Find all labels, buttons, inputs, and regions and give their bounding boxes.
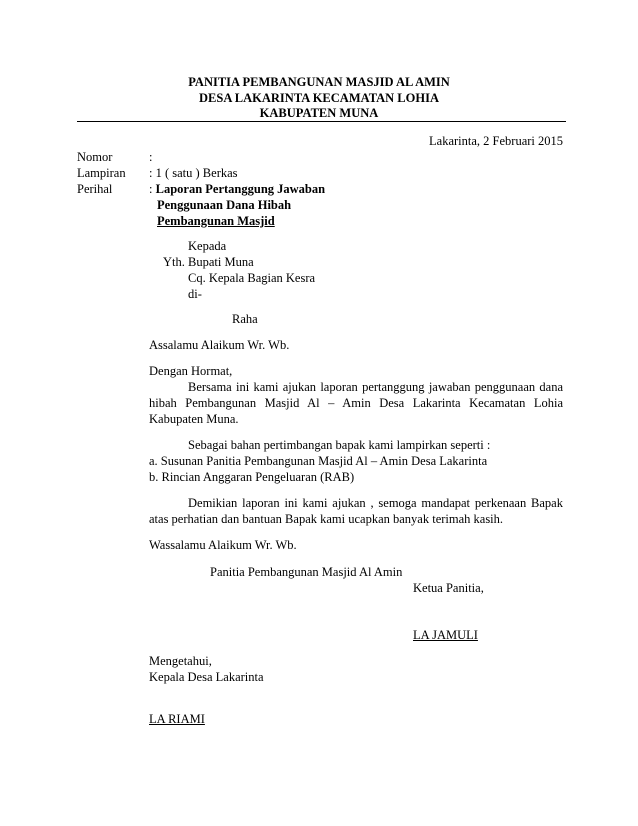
attachment-item-b: b. Rincian Anggaran Pengeluaran (RAB) [149, 470, 355, 484]
paragraph-2: Sebagai bahan pertimbangan bapak kami lampirkan seperti : [188, 438, 491, 452]
attachment-item-a: a. Susunan Panitia Pembangunan Masjid Al – Amin Desa Lakarinta [149, 454, 488, 468]
perihal-line-1: Laporan Pertanggung Jawaban [155, 182, 326, 196]
nomor-label: Nomor [77, 150, 113, 164]
approval-name: LA RIAMI [149, 712, 205, 726]
salam: Assalamu Alaikum Wr. Wb. [149, 338, 290, 352]
paragraph-1-line-3: Kabupaten Muna. [149, 412, 239, 426]
perihal-line-2: Penggunaan Dana Hibah [157, 198, 292, 212]
recipient-di: di- [188, 287, 202, 301]
perihal-colon: : [149, 182, 156, 196]
nomor-value: : [149, 150, 153, 164]
signature-role: Ketua Panitia, [413, 581, 484, 595]
letter-date: Lakarinta, 2 Februari 2015 [429, 134, 563, 148]
perihal-value [149, 181, 325, 197]
letterhead-line-1: PANITIA PEMBANGUNAN MASJID AL AMIN [188, 75, 450, 89]
paragraph-3-line-2: atas perhatian dan bantuan Bapak kami ucapkan banyak terimah kasih. [149, 512, 504, 526]
signature-committee: Panitia Pembangunan Masjid Al Amin [210, 565, 403, 579]
paragraph-1-line-1: Bersama ini kami ajukan laporan pertanggung jawaban penggunaan dana [188, 380, 563, 394]
perihal-label: Perihal [77, 182, 113, 196]
letterhead-divider [77, 121, 566, 122]
lampiran-value: : 1 ( satu ) Berkas [149, 166, 238, 180]
recipient-cq: Cq. Kepala Bagian Kesra [188, 271, 316, 285]
signature-name: LA JAMULI [413, 628, 478, 642]
closing-salam: Wassalamu Alaikum Wr. Wb. [149, 538, 297, 552]
recipient-yth: Yth. Bupati Muna [163, 255, 254, 269]
approval-label: Mengetahui, [149, 654, 212, 668]
hormat: Dengan Hormat, [149, 364, 233, 378]
recipient-place: Raha [232, 312, 258, 326]
paragraph-3-line-1: Demikian laporan ini kami ajukan , semoga mandapat perkenaan Bapak [188, 496, 563, 510]
letterhead-line-2: DESA LAKARINTA KECAMATAN LOHIA [199, 91, 439, 105]
recipient-kepada: Kepada [188, 239, 227, 253]
approval-role: Kepala Desa Lakarinta [149, 670, 264, 684]
lampiran-label: Lampiran [77, 166, 126, 180]
perihal-line-3: Pembangunan Masjid [157, 214, 275, 228]
letterhead-line-3: KABUPATEN MUNA [259, 106, 379, 120]
paragraph-1-line-2: hibah Pembangunan Masjid Al – Amin Desa Lakarinta Kecamatan Lohia [149, 396, 563, 410]
